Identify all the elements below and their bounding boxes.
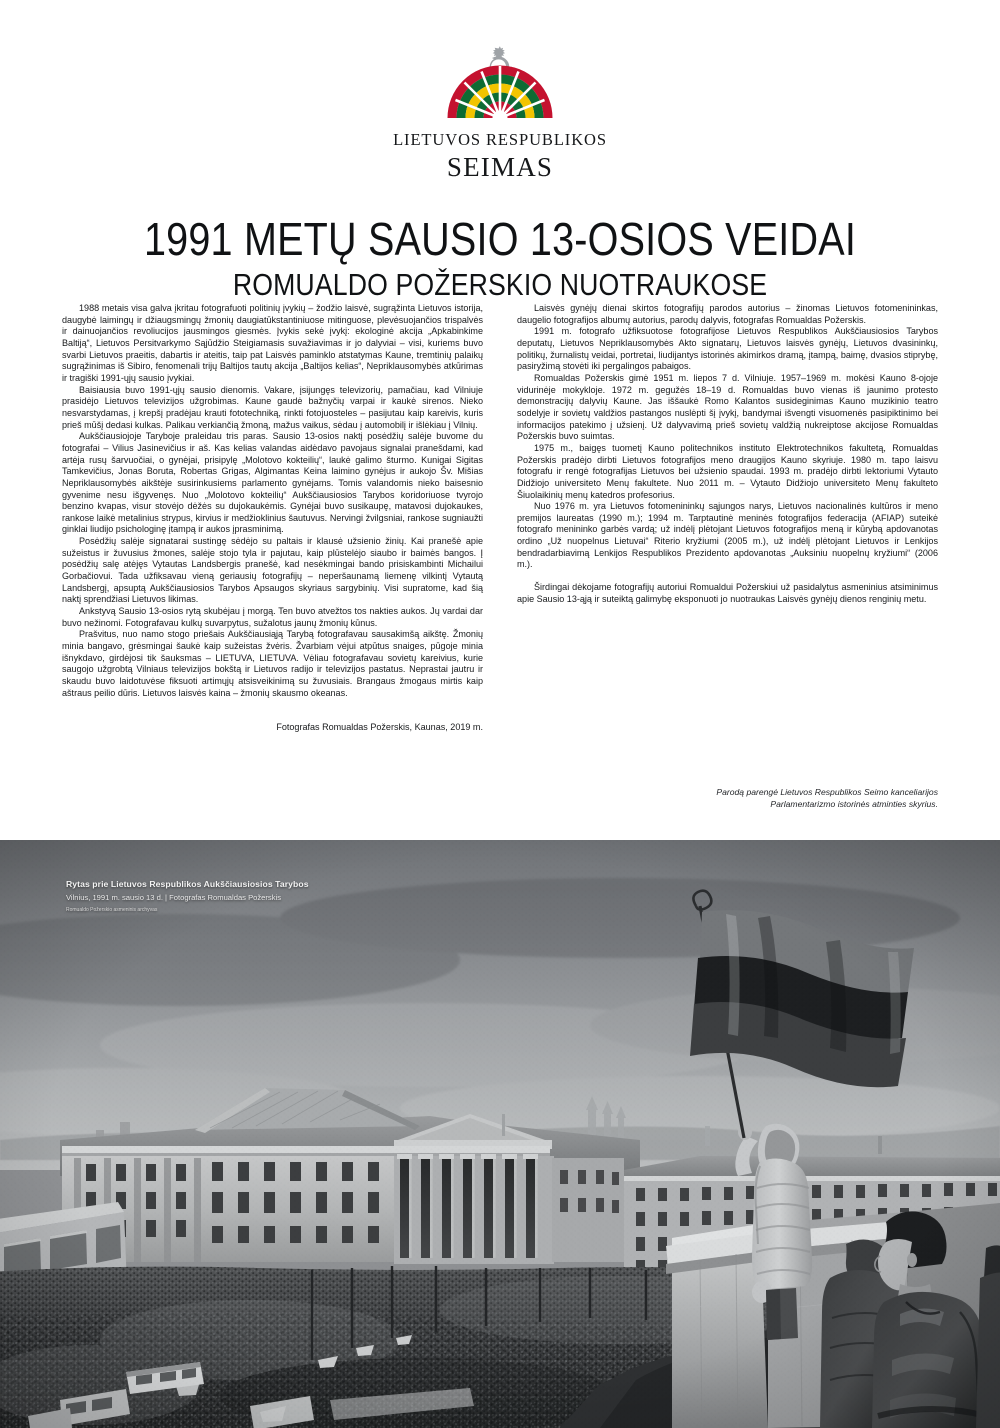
paragraph: 1988 metais visa galva įkritau fotografuoti politinių įvykių – žodžio laisvė, sugrąžinta Lietuvos istorija, daugybė laimingų ir džiaugsmingų žmonių daugiatūkstantiniuose mitinguose, plevėsuojančios trispalvės ir dainuojančios revoliucijos jausmingos giesmės. Įvykis sekė įvykį: ekologinė akcija „Apkabinkime Baltiją“, Lietuvos Persitvarkymo Sąjūdžio Steigiamasis suvažiavimas ir jo dalyviai – visi, kuriems buvo svarbi Lietuvos praeitis, dabartis ir ateitis, taip pat Laisvės paminklo atstatymas Kaune, tremtinių palaikų sugrąžinimas iš Sibiro, fenomenali trijų Baltijos tautų akcija „Baltijos kelias“, Nepriklausomybės atkūrimas ir tragiški 1991-ųjų sausio įvykiai. bbox=[62, 303, 483, 383]
emblem-line-1: LIETUVOS RESPUBLIKOS bbox=[393, 130, 607, 149]
photo-canvas bbox=[0, 840, 1000, 1428]
paragraph: 1991 m. fotografo užfiksuotose fotografijose Lietuvos Respublikos Aukščiausiosios Tarybos deputatų, Lietuvos Nepriklausomybės Akto signatarų, Lietuvos laisvės gynėjų, Lietuvos dvasininkų, politikų, žurnalistų veidai, portretai, liudijantys istorinės akimirkos dramą, įtampą, baimę, dvasios stiprybę, pasiryžimą stovėti iki pergalingos pabaigos. bbox=[517, 326, 938, 372]
organiser-credit-line-2: Parlamentarizmo istorinės atminties skyrius. bbox=[770, 799, 938, 810]
paragraph: Aukščiausiojoje Taryboje praleidau tris paras. Sausio 13-osios naktį posėdžių salėje buvome du fotografai – Vilius Jasinevičius ir aš. Kas kelias valandas aidėdavo pavojaus signalai pranešdami, kad artėja rusų šarvuočiai, o gynėjai, prisipylę „Molotovo kokteilių“, laukė galimo šturmo. Kunigai Sigitas Tamkevičius, Jonas Boruta, Robertas Grigas, Algimantas Keina laimino gynėjus ir aukojo Šv. Mišias Nepriklausomybės aikštėje susirinkusiems parlamento gynėjams. Tomis valandomis nieko baisesnio gyvenime nesu išgyvenęs. Nuo „Molotovo kokteilių“ Aukščiausiosios Tarybos koridoriuose tvyrojo benzino kvapas, visur stovėjo dėžės su dujokaukėmis. Gynėjai buvo susikaupę, matavosi dujokaukes, rankose laikė metalinius strypus, kirvius ir medžioklinius šautuvus. Nervingi žvilgsniai, rankose sugniaužti ginklai liudijo psichologinę įtampą ir aukos įprasminimą. bbox=[62, 431, 483, 535]
paragraph: Širdingai dėkojame fotografijų autoriui Romualdui Požerskiui už pasidalytus asmeninius atsiminimus apie Sausio 13-ąją ir suteiktą galimybę eksponuoti jo nuotraukas Laisvės gynėjų dienos renginių metu. bbox=[517, 582, 938, 604]
paragraph: Laisvės gynėjų dienai skirtos fotografijų parodos autorius – žinomas Lietuvos fotomenininkas, daugelio fotografijos albumų autorius, parodų dalyvis, fotografas Romualdas Požerskis. bbox=[517, 303, 938, 325]
paragraph: 1975 m., baigęs tuometį Kauno politechnikos instituto Elektrotechnikos fakultetą, Romualdas Požerskis pradėjo dirbti Lietuvos fotografijos meno draugijos Kauno skyriuje. 1980 m. tapo laisvu fotografu ir rengė fotografijas Lietuvos bei užsienio spaudai. 1993 m. pradėjo dirbti lektoriumi Vytauto Didžiojo universiteto Menų fakultete. Nuo 2011 m. – Vytauto Didžiojo universiteto Menų fakulteto Šiuolaikinių menų katedros profesorius. bbox=[517, 442, 938, 500]
organiser-credit bbox=[508, 786, 938, 810]
paragraph: Posėdžių salėje signatarai sustingę sėdėjo su paltais ir klausė užsienio žinių. Kai pranešė apie sužeistus ir žuvusius žmones, salėje stojo tyla ir pajutau, kaip plūstelėjo siaubo ir baimės bangos. Į posėdžių salę atėjęs Vytautas Landsbergis pranešė, kad nesėkmingai bando prisiskambinti Michailui Gorbačiovui. Tada užfiksavau vieną geriausių fotografijų – neperšaunamą liemenę vilkintį Vytautą Landsbergį, apsuptą Aukščiausiosios Tarybos Apsaugos skyriaus sargybinių. Visi supratome, kad šią naktį sprendžiasi Lietuvos likimas. bbox=[62, 536, 483, 605]
photo-illustration bbox=[0, 840, 1000, 1428]
right-text-column bbox=[517, 303, 938, 734]
page-subtitle: ROMUALDO POŽERSKIO NUOTRAUKOSE bbox=[232, 266, 768, 302]
photo-caption-title: Rytas prie Lietuvos Respublikos Aukščiausiosios Tarybos bbox=[66, 879, 309, 889]
left-text-column bbox=[62, 303, 483, 734]
text-columns bbox=[62, 303, 938, 734]
paragraph: Nuo 1976 m. yra Lietuvos fotomenininkų sąjungos narys, Lietuvos nacionalinės kultūros ir meno premijos laureatas (1990 m.); 1994 m. Tarptautinė meninės fotografijos federacija (AFIAP) suteikė fotografo menininko garbės vardą; už indėlį plėtojant Lietuvos fotografijos meną ir kūrybą apdovanotas ordino „Už nuopelnus Lietuvai“ Riterio kryžiumi (2005 m.), už indėlį plėtojant Lietuvos ir Lenkijos bendradarbiavimą Lenkijos Respublikos Prezidento apdovanotas „Auksiniu nuopelnų kryžiumi“ (2006 m.). bbox=[517, 501, 938, 570]
paragraph: Baisiausia buvo 1991-ųjų sausio dienomis. Vakare, įsijungęs televizorių, pamačiau, kad Vilniuje prasidėjo Lietuvos televizijos užgrobimas. Kaune gaudė bažnyčių varpai ir kaukė sirenos. Nieko nesvarstydamas, į krepšį pradėjau krauti fototechniką, rinkti fotojuosteles – pasijutau kaip kareivis, kuris prieš mūšį dedasi kulkas. Palikau verkiančią žmoną, mažus vaikus, sėdau į automobilį ir išlėkiau į Vilnių. bbox=[62, 384, 483, 430]
title-block bbox=[0, 212, 1000, 302]
paragraph: Ankstyvą Sausio 13-osios rytą skubėjau į morgą. Ten buvo atvežtos tos nakties aukos. Jų vardai dar buvo nežinomi. Fotografavau kulkų suvarpytus, sužalotus jaunų žmonių kūnus. bbox=[62, 606, 483, 628]
paragraph: Prašvitus, nuo namo stogo priešais Aukščiausiąją Tarybą fotografavau sausakimšą aikštę. Žmonių minia bangavo, grėsmingai šaukė kaip sužeistas žvėris. Žvarbiam vėjui atpūtus snaiges, pūgoje minia išnykdavo, girdėjosi tik šauksmas – LIETUVA, LIETUVA. Vėliau fotografavau sovietų kareivius, kurie saugojo užgrobtą Vilniaus televizijos bokštą ir Lietuvos radijo ir televizijos pastatus. Neprastai jautru ir skaudu buvo laidotuvėse fiksuoti artimųjų atsisveikinimą su žuvusiais. Brangaus žmogaus mirtis kaip aštraus peilio dūris. Lietuvos laisvės kaina – žmonių skausmo okeanas. bbox=[62, 629, 483, 698]
page-title: 1991 METŲ SAUSIO 13-OSIOS VEIDAI bbox=[143, 212, 857, 265]
photo-caption-subtitle: Vilnius, 1991 m. sausio 13 d. | Fotografas Romualdas Požerskis bbox=[66, 893, 281, 902]
emblem-line-2: SEIMAS bbox=[446, 151, 554, 182]
seimas-coat-of-arms-fan bbox=[440, 44, 560, 122]
organiser-credit-line-1: Parodą parengė Lietuvos Respublikos Seimo kanceliarijos bbox=[716, 787, 938, 797]
seimas-wordmark bbox=[393, 132, 607, 181]
photo-caption-archive: Romualdo Požerskio asmeninis archyvas bbox=[66, 906, 158, 913]
paragraph: Romualdas Požerskis gimė 1951 m. liepos 7 d. Vilniuje. 1957–1969 m. mokėsi Kauno 8-ojoje vidurinėje mokykloje. 1972 m. gegužės 18–19 d. Romualdas buvo vienas iš jaunimo protesto demonstracijų dalyvių Kaune. Jas iššaukė Romo Kalantos susideginimas Kauno muzikinio teatro sodelyje ir sovietų valdžios pastangos nuslėpti šį įvykį, bandymai išvengti visuomenės pasipiktinimo bei informacijos patekimo į užsienį. Už dalyvavimą prieš sovietų valdžią nukreiptose akcijose Romualdas Požerskis buvo suimtas. bbox=[517, 372, 938, 442]
seimas-emblem-block bbox=[0, 0, 1000, 181]
photo-caption bbox=[66, 878, 309, 915]
exhibition-photograph bbox=[0, 840, 1000, 1428]
photographer-signature: Fotografas Romualdas Požerskis, Kaunas, 2019 m. bbox=[276, 722, 483, 733]
